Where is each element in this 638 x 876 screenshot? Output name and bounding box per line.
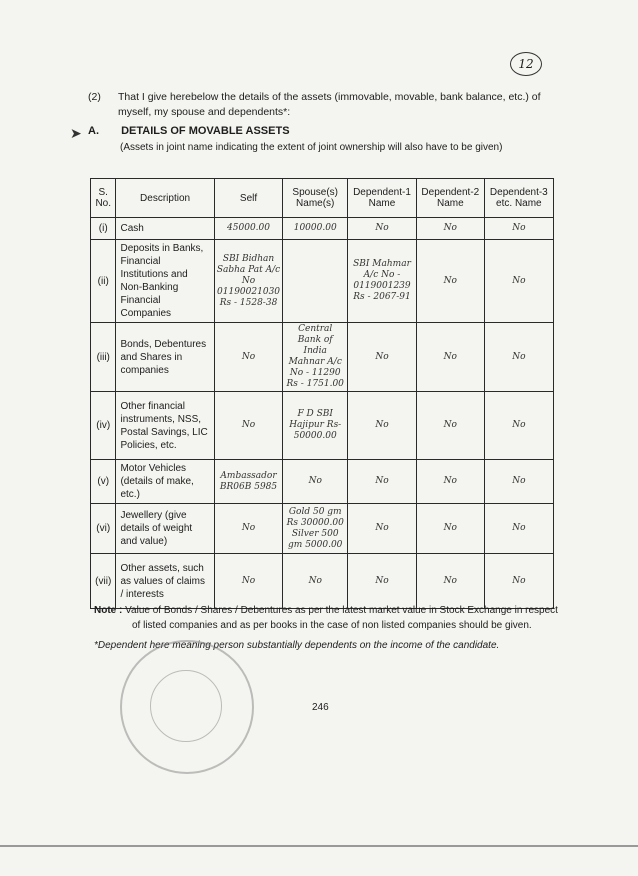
row-dependent-2: No (416, 240, 484, 323)
table-row (91, 218, 554, 240)
row-spouse: 10000.00 (283, 218, 348, 240)
header-sno: S. No. (91, 179, 116, 218)
row-description: Cash (116, 218, 214, 240)
table-row (91, 504, 554, 554)
row-spouse: No (283, 460, 348, 504)
row-sno: (i) (91, 218, 116, 240)
row-sno: (vii) (91, 554, 116, 609)
row-sno: (v) (91, 460, 116, 504)
row-dependent-1: SBI Mahmar A/c No - 0119001239 Rs - 2067-91 (348, 240, 417, 323)
table-header-row (91, 179, 554, 218)
header-spouse: Spouse(s) Name(s) (283, 179, 348, 218)
row-dependent-1: No (348, 392, 417, 460)
section-title: DETAILS OF MOVABLE ASSETS (121, 125, 290, 137)
row-dependent-2: No (416, 218, 484, 240)
row-self: No (214, 554, 283, 609)
row-dependent-3: No (484, 323, 553, 392)
section-subtitle: (Assets in joint name indicating the extent of joint ownership will also have to be given) (120, 142, 503, 153)
row-sno: (vi) (91, 504, 116, 554)
row-description: Deposits in Banks, Financial Institutions and Non-Banking Financial Companies (116, 240, 214, 323)
row-dependent-1: No (348, 323, 417, 392)
row-dependent-3: No (484, 460, 553, 504)
note-line-2: of listed companies and as per books in the case of non listed companies should be given. (132, 620, 532, 631)
row-self: No (214, 504, 283, 554)
note-label: Note : (94, 605, 123, 616)
row-self: No (214, 392, 283, 460)
row-dependent-3: No (484, 240, 553, 323)
dependent-footnote: *Dependent here meaning person substantially dependents on the income of the candidate. (94, 640, 500, 651)
note (94, 603, 564, 633)
row-dependent-2: No (416, 460, 484, 504)
row-spouse: Central Bank of India Mahnar A/c No - 11290 Rs - 1751.00 (283, 323, 348, 392)
row-sno: (iv) (91, 392, 116, 460)
row-spouse: No (283, 554, 348, 609)
section-heading (88, 125, 290, 137)
row-spouse (283, 240, 348, 323)
row-dependent-3: No (484, 392, 553, 460)
paragraph-2 (90, 90, 560, 120)
row-sno: (iii) (91, 323, 116, 392)
row-description: Jewellery (give details of weight and value) (116, 504, 214, 554)
row-description: Other assets, such as values of claims / interests (116, 554, 214, 609)
row-self: 45000.00 (214, 218, 283, 240)
row-dependent-2: No (416, 554, 484, 609)
table-row (91, 323, 554, 392)
page-number: 246 (312, 702, 329, 713)
row-self: Ambassador BR06B 5985 (214, 460, 283, 504)
header-self: Self (214, 179, 283, 218)
row-dependent-2: No (416, 392, 484, 460)
handwritten-page-mark: 12 (510, 52, 542, 76)
paragraph-number: (2) (88, 91, 101, 103)
row-dependent-1: No (348, 504, 417, 554)
row-self: SBI Bidhan Sabha Pat A/c No 01190021030 Rs - 1528-38 (214, 240, 283, 323)
note-line-1: Value of Bonds / Shares / Debentures as per the latest market value in Stock Exchange in respect (125, 605, 558, 616)
row-description: Bonds, Debentures and Shares in companies (116, 323, 214, 392)
row-sno: (ii) (91, 240, 116, 323)
row-self: No (214, 323, 283, 392)
table-row (91, 554, 554, 609)
row-dependent-1: No (348, 460, 417, 504)
paragraph-text: That I give herebelow the details of the assets (immovable, movable, bank balance, etc.) of myself, my spouse and dependents*: (118, 91, 541, 118)
table-row (91, 460, 554, 504)
header-dependent-3: Dependent-3 etc. Name (484, 179, 553, 218)
row-dependent-2: No (416, 504, 484, 554)
row-description: Other financial instruments, NSS, Postal Savings, LIC Policies, etc. (116, 392, 214, 460)
bottom-divider (0, 845, 638, 847)
row-dependent-1: No (348, 554, 417, 609)
pen-arrow-mark: ➤ (70, 125, 82, 141)
row-dependent-2: No (416, 323, 484, 392)
header-dependent-2: Dependent-2 Name (416, 179, 484, 218)
movable-assets-table (90, 178, 554, 609)
row-dependent-3: No (484, 554, 553, 609)
row-dependent-3: No (484, 218, 553, 240)
row-dependent-3: No (484, 504, 553, 554)
header-description: Description (116, 179, 214, 218)
row-spouse: F D SBI Hajipur Rs-50000.00 (283, 392, 348, 460)
row-spouse: Gold 50 gm Rs 30000.00 Silver 500 gm 5000.00 (283, 504, 348, 554)
table-row (91, 240, 554, 323)
section-letter: A. (88, 125, 99, 137)
table-row (91, 392, 554, 460)
advocate-seal-stamp (120, 640, 254, 774)
row-dependent-1: No (348, 218, 417, 240)
header-dependent-1: Dependent-1 Name (348, 179, 417, 218)
row-description: Motor Vehicles (details of make, etc.) (116, 460, 214, 504)
